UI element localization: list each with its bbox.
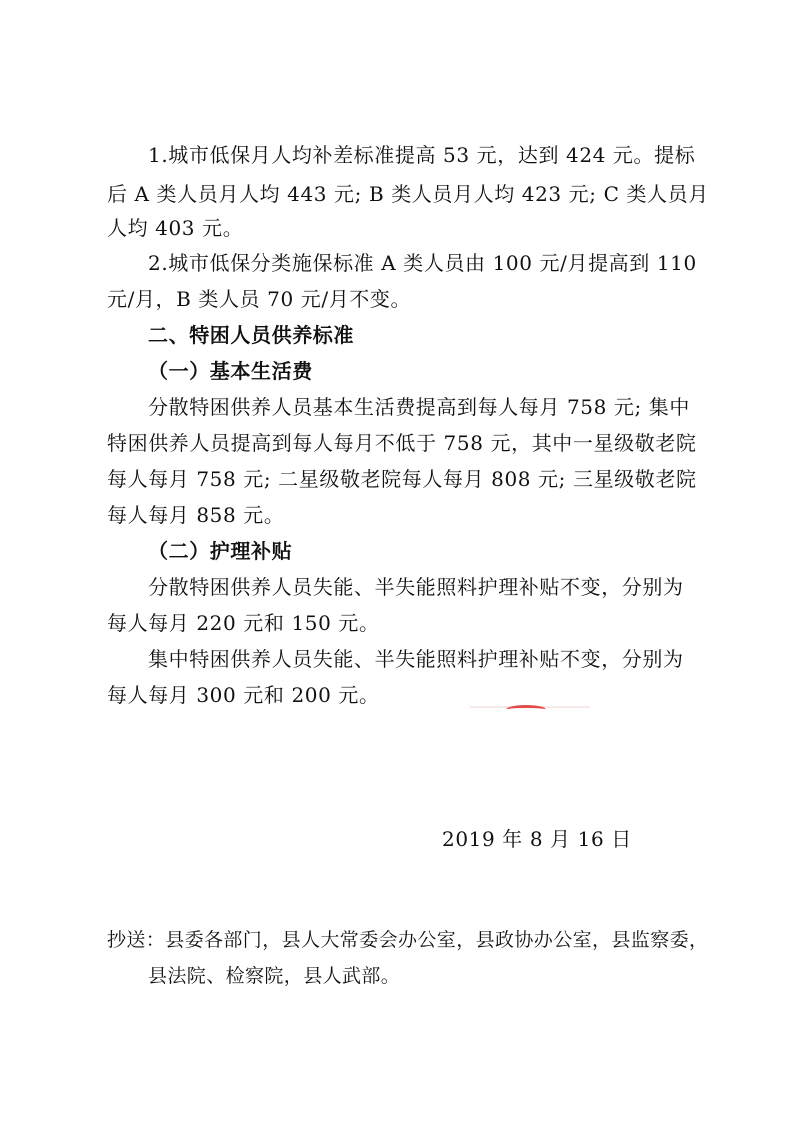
cc-line1: 抄送：县委各部门，县人大常委会办公室，县政协办公室，县监察委， (107, 929, 709, 951)
item1-line1: 1.城市低保月人均补差标准提高 53 元，达到 424 元。提标 (148, 143, 696, 167)
living-line3: 每人每月 758 元; 二星级敬老院每人每月 808 元; 三星级敬老院 (107, 467, 697, 491)
section-heading-special: 二、特困人员供养标准 (148, 323, 354, 347)
item1-line3: 人均 403 元。 (107, 216, 244, 240)
living-line2: 特困供养人员提高到每人每月不低于 758 元，其中一星级敬老院 (107, 431, 697, 455)
document-date: 2019 年 8 月 16 日 (442, 827, 632, 851)
item2-line2: 元/月，B 类人员 70 元/月不变。 (107, 287, 412, 311)
item1-line2: 后 A 类人员月人均 443 元; B 类人员月人均 423 元; C 类人员月 (107, 182, 709, 206)
care-p2-line1: 集中特困供养人员失能、半失能照料护理补贴不变，分别为 (148, 647, 684, 671)
seal-fragment (506, 705, 546, 714)
care-p1-line1: 分散特困供养人员失能、半失能照料护理补贴不变，分别为 (148, 575, 684, 599)
cc-line2: 县法院、检察院，县人武部。 (148, 965, 401, 987)
subsection-heading-care: （二）护理补贴 (148, 539, 293, 563)
living-line1: 分散特困供养人员基本生活费提高到每人每月 758 元; 集中 (148, 395, 690, 419)
living-line4: 每人每月 858 元。 (107, 503, 285, 527)
item2-line1: 2.城市低保分类施保标准 A 类人员由 100 元/月提高到 110 (148, 251, 697, 275)
care-p2-line2: 每人每月 300 元和 200 元。 (107, 683, 380, 707)
care-p1-line2: 每人每月 220 元和 150 元。 (107, 611, 380, 635)
subsection-heading-living: （一）基本生活费 (148, 359, 313, 383)
